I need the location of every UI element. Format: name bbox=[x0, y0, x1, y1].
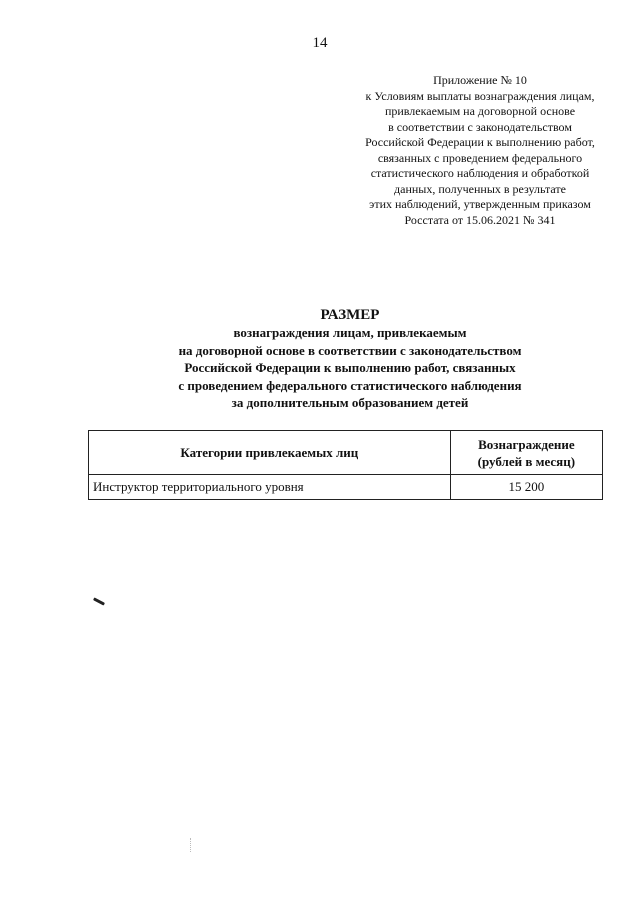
subtitle-line: на договорной основе в соответствии с законодательством bbox=[178, 342, 522, 358]
document-title: РАЗМЕР bbox=[320, 307, 380, 323]
row-category: Инструктор территориального уровня bbox=[89, 475, 451, 500]
appendix-note-line: данных, полученных в результате bbox=[394, 181, 566, 196]
document-subtitle bbox=[40, 324, 640, 412]
appendix-note-line: этих наблюдений, утвержденным приказом bbox=[369, 197, 591, 211]
appendix-note-line: привлекаемым на договорной основе bbox=[384, 104, 576, 118]
subtitle-line: с проведением федерального статистического наблюдения bbox=[178, 377, 522, 393]
scan-artifact-dots bbox=[190, 838, 192, 852]
header-amount-line: (рублей в месяц) bbox=[477, 453, 576, 469]
subtitle-line: Российской Федерации к выполнению работ, связанных bbox=[184, 360, 516, 375]
appendix-note-line: статистического наблюдения и обработкой bbox=[370, 166, 590, 180]
remuneration-table bbox=[88, 430, 603, 500]
appendix-note-line: Росстата от 15.06.2021 № 341 bbox=[404, 212, 556, 227]
subtitle-line: за дополнительным образованием детей bbox=[231, 395, 469, 410]
appendix-note-line: Приложение № 10 bbox=[433, 73, 527, 87]
page-number: 14 bbox=[312, 35, 328, 51]
table-header-row bbox=[89, 431, 603, 475]
appendix-note-line: к Условиям выплаты вознаграждения лицам, bbox=[365, 88, 595, 103]
scan-artifact-mark bbox=[93, 597, 105, 605]
header-category: Категории привлекаемых лиц bbox=[89, 431, 451, 475]
appendix-note bbox=[340, 73, 620, 228]
appendix-note-line: Российской Федерации к выполнению работ, bbox=[365, 135, 595, 149]
row-amount: 15 200 bbox=[450, 475, 602, 500]
header-amount bbox=[450, 431, 602, 475]
table-row bbox=[89, 475, 603, 500]
subtitle-line: вознаграждения лицам, привлекаемым bbox=[233, 325, 467, 340]
appendix-note-line: в соответствии с законодательством bbox=[388, 119, 572, 134]
appendix-note-line: связанных с проведением федерального bbox=[377, 150, 583, 165]
header-amount-line: Вознаграждение bbox=[478, 436, 575, 452]
